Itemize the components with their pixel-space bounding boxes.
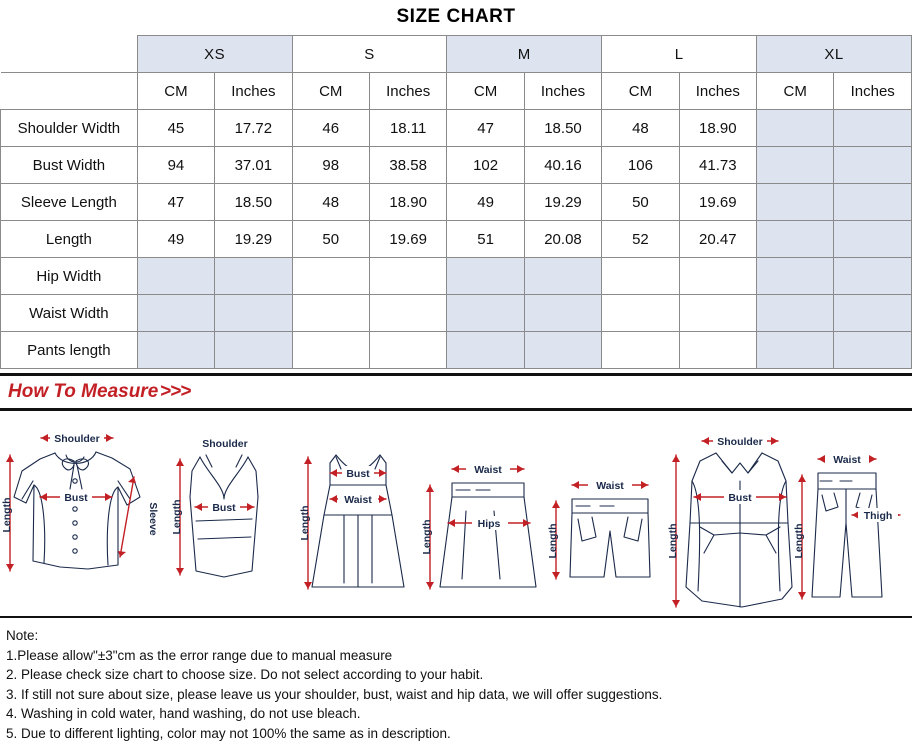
cell — [602, 332, 679, 369]
cell — [757, 332, 834, 369]
cell — [215, 258, 292, 295]
cell: 19.29 — [215, 221, 292, 258]
cell — [679, 332, 756, 369]
label-bust: Bust — [346, 468, 370, 480]
label-shoulder: Shoulder — [54, 433, 100, 445]
label-thigh: Thigh — [863, 510, 893, 522]
table-corner-cell — [1, 36, 138, 73]
table-header-sizes — [1, 36, 912, 73]
notes-section — [0, 618, 912, 743]
table-row — [1, 110, 912, 147]
cell: 19.69 — [369, 221, 446, 258]
cell: 48 — [292, 184, 369, 221]
label-length: Length — [793, 523, 805, 559]
cell — [292, 258, 369, 295]
size-header-l: L — [602, 36, 757, 73]
note-line-3: 3. If still not sure about size, please leave us your shoulder, bust, waist and hip data, we will offer suggestions. — [6, 686, 663, 702]
how-to-measure-banner — [0, 373, 912, 411]
label-waist: Waist — [344, 494, 372, 506]
table-row — [1, 221, 912, 258]
size-chart-table — [0, 35, 912, 369]
cell: 19.29 — [524, 184, 601, 221]
figure-shorts — [552, 481, 650, 579]
unit-header-cm-m: CM — [447, 73, 524, 110]
unit-header-in-xs: Inches — [215, 73, 292, 110]
cell — [215, 332, 292, 369]
cell: 18.90 — [369, 184, 446, 221]
cell — [834, 295, 912, 332]
label-waist: Waist — [596, 480, 624, 492]
cell — [834, 332, 912, 369]
cell: 47 — [137, 184, 214, 221]
label-bust: Bust — [212, 502, 236, 514]
cell — [834, 184, 912, 221]
cell — [369, 258, 446, 295]
row-label-pants-length: Pants length — [1, 332, 138, 369]
cell — [524, 332, 601, 369]
cell: 98 — [292, 147, 369, 184]
label-length: Length — [547, 523, 559, 559]
cell — [447, 258, 524, 295]
cell — [137, 258, 214, 295]
page-title: SIZE CHART — [396, 6, 516, 27]
label-length: Length — [421, 519, 433, 555]
cell — [757, 295, 834, 332]
cell: 48 — [602, 110, 679, 147]
label-sleeve: Sleeve — [147, 502, 159, 536]
cell: 49 — [137, 221, 214, 258]
figure-trousers — [798, 455, 900, 599]
cell: 94 — [137, 147, 214, 184]
row-label-hip-width: Hip Width — [1, 258, 138, 295]
row-label-shoulder-width: Shoulder Width — [1, 110, 138, 147]
cell: 106 — [602, 147, 679, 184]
cell — [757, 147, 834, 184]
note-line-2: 2. Please check size chart to choose size. Do not select according to your habit. — [6, 667, 484, 682]
cell: 17.72 — [215, 110, 292, 147]
cell — [215, 295, 292, 332]
cell — [369, 295, 446, 332]
cell — [757, 221, 834, 258]
label-length: Length — [299, 505, 311, 541]
unit-header-cm-xl: CM — [757, 73, 834, 110]
cell — [524, 258, 601, 295]
unit-header-cm-xs: CM — [137, 73, 214, 110]
unit-header-cm-l: CM — [602, 73, 679, 110]
cell: 50 — [292, 221, 369, 258]
cell: 18.11 — [369, 110, 446, 147]
label-length: Length — [1, 497, 13, 533]
cell — [834, 110, 912, 147]
cell — [369, 332, 446, 369]
size-header-xl: XL — [757, 36, 912, 73]
row-label-sleeve-length: Sleeve Length — [1, 184, 138, 221]
unit-header-in-xl: Inches — [834, 73, 912, 110]
cell: 49 — [447, 184, 524, 221]
measure-figures — [0, 411, 912, 618]
cell: 40.16 — [524, 147, 601, 184]
figure-coat — [672, 437, 792, 607]
cell — [447, 332, 524, 369]
cell: 47 — [447, 110, 524, 147]
cell — [834, 147, 912, 184]
cell — [834, 221, 912, 258]
note-line-4: 4. Washing in cold water, hand washing, do not use bleach. — [6, 706, 361, 721]
cell: 41.73 — [679, 147, 756, 184]
cell: 18.50 — [524, 110, 601, 147]
label-shoulder: Shoulder — [202, 438, 248, 450]
cell — [292, 295, 369, 332]
note-line-5: 5. Due to different lighting, color may not 100% the same as in description. — [6, 725, 451, 741]
cell: 46 — [292, 110, 369, 147]
unit-corner-cell — [1, 73, 138, 110]
size-header-s: S — [292, 36, 447, 73]
table-row — [1, 258, 912, 295]
table-header-units — [1, 73, 912, 110]
table-row — [1, 332, 912, 369]
label-length: Length — [171, 499, 183, 535]
table-row — [1, 147, 912, 184]
cell — [447, 295, 524, 332]
cell — [137, 332, 214, 369]
cell — [292, 332, 369, 369]
cell — [834, 258, 912, 295]
cell: 102 — [447, 147, 524, 184]
cell: 18.90 — [679, 110, 756, 147]
size-header-m: M — [447, 36, 602, 73]
table-row — [1, 295, 912, 332]
cell — [757, 110, 834, 147]
cell — [524, 295, 601, 332]
cell — [679, 295, 756, 332]
size-header-xs: XS — [137, 36, 292, 73]
cell — [757, 258, 834, 295]
cell — [679, 258, 756, 295]
cell — [602, 295, 679, 332]
cell: 52 — [602, 221, 679, 258]
cell: 38.58 — [369, 147, 446, 184]
cell — [602, 258, 679, 295]
cell: 50 — [602, 184, 679, 221]
table-row — [1, 184, 912, 221]
cell: 20.08 — [524, 221, 601, 258]
cell: 51 — [447, 221, 524, 258]
label-length: Length — [667, 523, 679, 559]
label-shoulder: Shoulder — [717, 436, 763, 448]
row-label-waist-width: Waist Width — [1, 295, 138, 332]
measure-illustrations — [0, 411, 912, 614]
cell: 37.01 — [215, 147, 292, 184]
label-bust: Bust — [728, 492, 752, 504]
notes-heading: Note: — [6, 628, 39, 643]
row-label-length: Length — [1, 221, 138, 258]
cell — [757, 184, 834, 221]
cell: 20.47 — [679, 221, 756, 258]
label-hips: Hips — [477, 518, 501, 530]
unit-header-in-s: Inches — [369, 73, 446, 110]
how-to-measure-heading: How To Measure — [8, 381, 159, 402]
note-line-1: 1.Please allow"±3"cm as the error range due to manual measure — [6, 647, 393, 663]
unit-header-in-l: Inches — [679, 73, 756, 110]
chevron-right-icon: >>> — [160, 381, 191, 402]
label-bust: Bust — [64, 492, 88, 504]
cell — [137, 295, 214, 332]
cell: 19.69 — [679, 184, 756, 221]
label-waist: Waist — [474, 464, 502, 476]
label-waist: Waist — [833, 454, 861, 466]
cell: 18.50 — [215, 184, 292, 221]
row-label-bust-width: Bust Width — [1, 147, 138, 184]
unit-header-cm-s: CM — [292, 73, 369, 110]
unit-header-in-m: Inches — [524, 73, 601, 110]
cell: 45 — [137, 110, 214, 147]
